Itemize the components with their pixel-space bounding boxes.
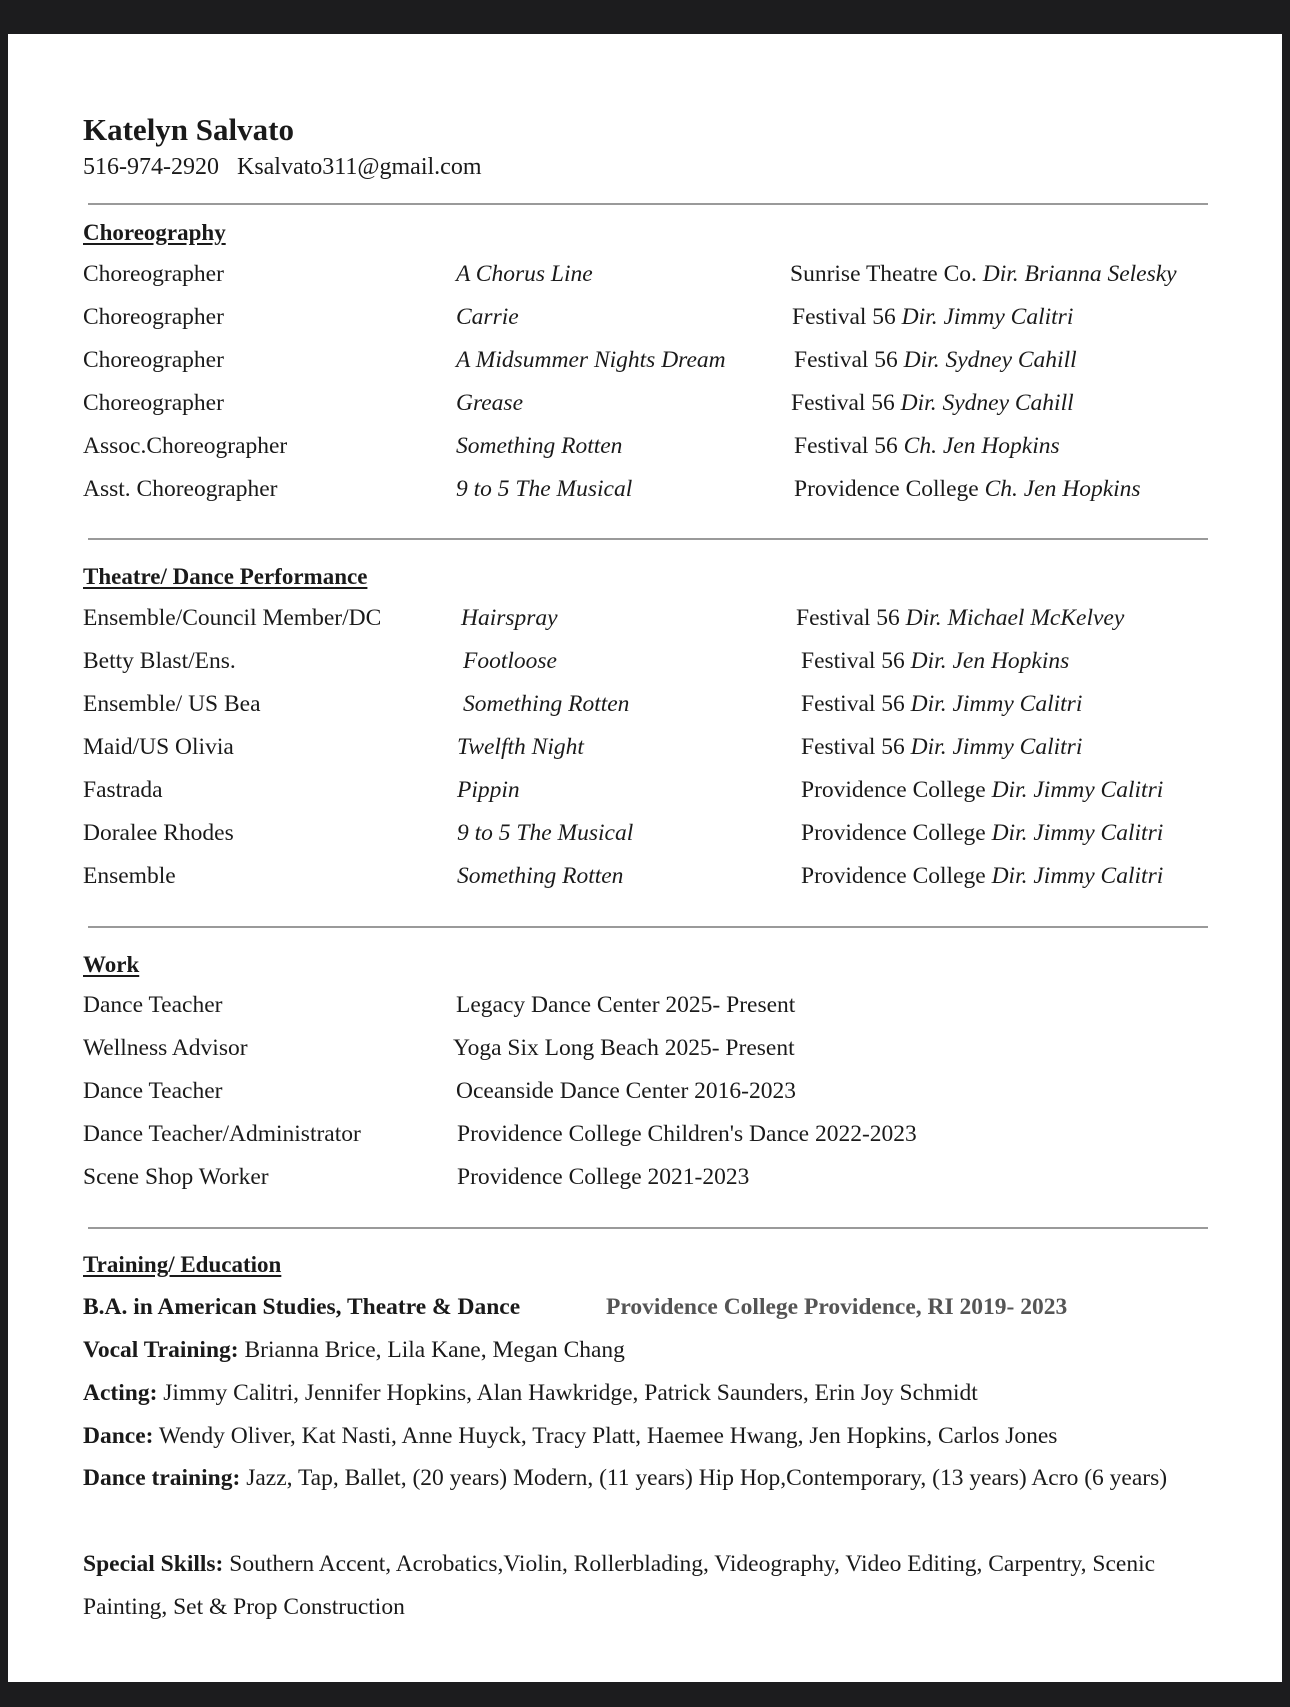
choreography-heading: Choreography (83, 220, 226, 245)
job-title: Dance Teacher/Administrator (83, 1121, 361, 1147)
show-title: Something Rotten (463, 691, 630, 717)
divider (88, 926, 1208, 928)
school: Providence College Providence, RI 2019- 2023 (606, 1294, 1068, 1320)
job-place: Providence College Children's Dance 2022-2023 (457, 1121, 917, 1147)
training-item: Acting: Jimmy Calitri, Jennifer Hopkins, Alan Hawkridge, Patrick Saunders, Erin Joy Schmidt (83, 1380, 978, 1406)
divider (88, 1227, 1208, 1229)
credit: Festival 56 Dir. Jimmy Calitri (792, 304, 1074, 330)
show-title: 9 to 5 The Musical (456, 476, 633, 502)
resume-page (8, 34, 1282, 1682)
candidate-name: Katelyn Salvato (83, 112, 294, 147)
show-title: Something Rotten (457, 863, 624, 889)
show-title: Twelfth Night (457, 734, 584, 760)
credit: Festival 56 Ch. Jen Hopkins (794, 433, 1060, 459)
role: Choreographer (83, 304, 224, 330)
show-title: Grease (456, 390, 524, 416)
show-title: A Chorus Line (456, 261, 593, 287)
credit: Sunrise Theatre Co. Dir. Brianna Selesky (790, 261, 1177, 287)
contact-line (83, 154, 481, 181)
role: Ensemble/ US Bea (83, 691, 261, 717)
show-title: Something Rotten (456, 433, 623, 459)
work-heading: Work (83, 952, 140, 977)
credit: Festival 56 Dir. Sydney Cahill (794, 347, 1077, 373)
training-item: Vocal Training: Brianna Brice, Lila Kane, Megan Chang (83, 1337, 625, 1363)
show-title: Footloose (463, 648, 557, 674)
role: Maid/US Olivia (83, 734, 234, 760)
training-heading: Training/ Education (83, 1252, 282, 1277)
role: Ensemble/Council Member/DC (83, 605, 382, 631)
role: Assoc.Choreographer (83, 433, 288, 459)
credit: Providence College Dir. Jimmy Calitri (801, 820, 1164, 846)
credit: Festival 56 Dir. Jimmy Calitri (801, 734, 1083, 760)
role: Betty Blast/Ens. (83, 648, 236, 674)
show-title: Hairspray (461, 605, 558, 631)
job-place: Oceanside Dance Center 2016-2023 (456, 1078, 796, 1104)
role: Doralee Rhodes (83, 820, 234, 846)
job-place: Legacy Dance Center 2025- Present (456, 992, 796, 1018)
show-title: 9 to 5 The Musical (457, 820, 634, 846)
job-title: Dance Teacher (83, 1078, 223, 1104)
credit: Festival 56 Dir. Michael McKelvey (796, 605, 1125, 631)
job-title: Scene Shop Worker (83, 1164, 269, 1190)
role: Choreographer (83, 261, 224, 287)
role: Choreographer (83, 390, 224, 416)
job-title: Wellness Advisor (83, 1035, 248, 1061)
email-address: Ksalvato311@gmail.com (236, 154, 482, 180)
job-place: Providence College 2021-2023 (457, 1164, 750, 1190)
role: Ensemble (83, 863, 176, 889)
phone-number: 516-974-2920 (83, 154, 219, 180)
job-title: Dance Teacher (83, 992, 223, 1018)
credit: Providence College Dir. Jimmy Calitri (801, 863, 1164, 889)
divider (88, 203, 1208, 205)
show-title: A Midsummer Nights Dream (456, 347, 726, 373)
credit: Providence College Ch. Jen Hopkins (794, 476, 1141, 502)
divider (88, 538, 1208, 540)
degree: B.A. in American Studies, Theatre & Dance (83, 1294, 521, 1320)
credit: Festival 56 Dir. Jimmy Calitri (801, 691, 1083, 717)
role: Fastrada (83, 777, 163, 803)
credit: Festival 56 Dir. Sydney Cahill (791, 390, 1074, 416)
training-item: Dance: Wendy Oliver, Kat Nasti, Anne Huyck, Tracy Platt, Haemee Hwang, Jen Hopkins, Carlos Jones (83, 1423, 1058, 1449)
show-title: Pippin (457, 777, 520, 803)
degree-line (83, 1294, 520, 1321)
job-place: Yoga Six Long Beach 2025- Present (453, 1035, 795, 1061)
performance-heading: Theatre/ Dance Performance (83, 564, 368, 589)
show-title: Carrie (456, 304, 519, 330)
role: Choreographer (83, 347, 224, 373)
role: Asst. Choreographer (83, 476, 278, 502)
training-item: Special Skills: Southern Accent, Acrobatics,Violin, Rollerblading, Videography, Video Editing, Carpentry, Scenic Painting, Set & Prop Construction (83, 1551, 1156, 1620)
credit: Festival 56 Dir. Jen Hopkins (801, 648, 1070, 674)
training-item: Dance training: Jazz, Tap, Ballet, (20 years) Modern, (11 years) Hip Hop,Contemporary, (13 years) Acro (6 years) (83, 1465, 1168, 1491)
credit: Providence College Dir. Jimmy Calitri (801, 777, 1164, 803)
